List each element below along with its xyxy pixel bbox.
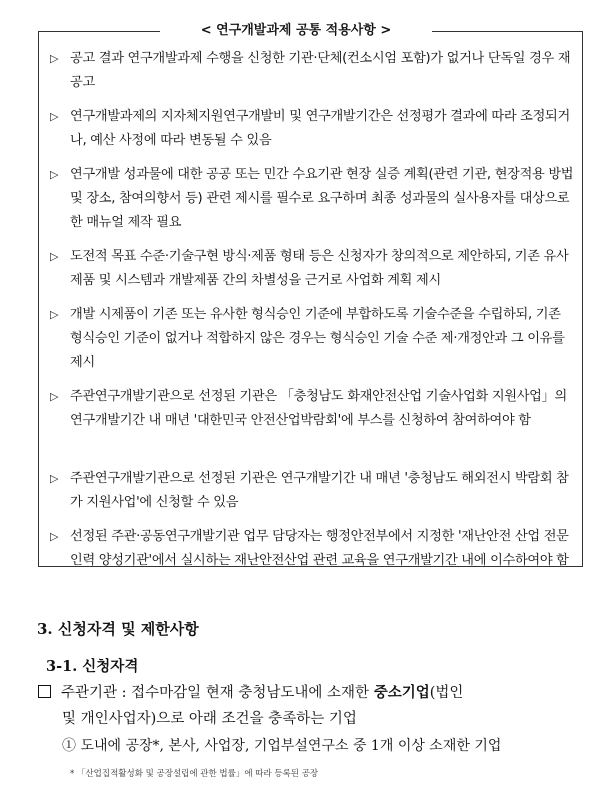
eligibility-strong: 중소기업 bbox=[373, 684, 430, 701]
list-item bbox=[50, 47, 575, 95]
eligibility-tail: (법인 bbox=[429, 685, 464, 701]
notice-list bbox=[50, 47, 575, 597]
eligibility-line-2: 및 개인사업자)으로 아래 조건을 충족하는 기업 bbox=[62, 711, 357, 727]
list-item-text: 도전적 목표 수준·기술구현 방식·제품 형태 등은 신청자가 창의적으로 제안하되, 기존 유사 제품 및 시스템과 개발제품 간의 차별성을 근거로 사업화 계획 제시 bbox=[70, 249, 569, 288]
list-item bbox=[50, 105, 575, 153]
subsection-title: 3-1. 신청자격 bbox=[46, 658, 139, 675]
triangle-bullet-icon: ▷ bbox=[50, 52, 59, 65]
list-item bbox=[50, 525, 575, 597]
triangle-bullet-icon: ▷ bbox=[50, 168, 59, 181]
section-title: 3. 신청자격 및 제한사항 bbox=[37, 620, 199, 638]
list-item-text: 개발 시제품이 기존 또는 유사한 형식승인 기준에 부합하도록 기술수준을 수립하되, 기존 형식승인 기준이 없거나 적합하지 않은 경우는 형식승인 기술 수준 제·개정안과 그 이유를 제시 bbox=[70, 307, 565, 370]
list-item bbox=[50, 385, 575, 457]
eligibility-paragraph bbox=[38, 680, 583, 732]
list-item-text: 선정된 주관·공동연구개발기관 업무 담당자는 행정안전부에서 지정한 '재난안전 산업 전문인력 양성기관'에서 실시하는 재난안전산업 관련 교육을 연구개발기간 내에 이수하여야 함 bbox=[70, 529, 569, 568]
list-item-text: 연구개발과제의 지자체지원연구개발비 및 연구개발기간은 선정평가 결과에 따라 조정되거나, 예산 사정에 따라 변동될 수 있음 bbox=[70, 109, 570, 148]
triangle-bullet-icon: ▷ bbox=[50, 530, 59, 543]
footnote: * 「산업집적활성화 및 공장설립에 관한 법률」에 따라 등록된 공장 bbox=[70, 769, 319, 779]
list-item bbox=[50, 245, 575, 293]
list-item-text: 공고 결과 연구개발과제 수행을 신청한 기관·단체(컨소시엄 포함)가 없거나 단독일 경우 재공고 bbox=[70, 51, 571, 90]
checkbox-square-icon bbox=[38, 685, 51, 698]
eligibility-sub-item: ① 도내에 공장*, 본사, 사업장, 기업부설연구소 중 1개 이상 소재한 기업 bbox=[62, 738, 502, 754]
triangle-bullet-icon: ▷ bbox=[50, 472, 59, 485]
list-item-text: 주관연구개발기관으로 선정된 기관은 「충청남도 화재안전산업 기술사업화 지원사업」의 연구개발기간 내 매년 '대한민국 안전산업박람회'에 부스를 신청하여 참여하여야 함 bbox=[70, 389, 567, 428]
triangle-bullet-icon: ▷ bbox=[50, 250, 59, 263]
triangle-bullet-icon: ▷ bbox=[50, 308, 59, 321]
notice-box-title: < 연구개발과제 공통 적용사항 > bbox=[160, 21, 432, 41]
eligibility-lead: 주관기관 : 접수마감일 현재 충청남도내에 소재한 bbox=[61, 685, 374, 701]
list-item bbox=[50, 303, 575, 375]
eligibility-line-1 bbox=[38, 680, 583, 706]
triangle-bullet-icon: ▷ bbox=[50, 390, 59, 403]
list-item-text: 연구개발 성과물에 대한 공공 또는 민간 수요기관 현장 실증 계획(관련 기관, 현장적용 방법 및 장소, 참여의향서 등) 관련 제시를 필수로 요구하며 최종 성과물의 실사용자를 대상으로 한 매뉴얼 제작 필요 bbox=[70, 167, 574, 230]
list-item-text: 주관연구개발기관으로 선정된 기관은 연구개발기간 내 매년 '충청남도 해외전시 박람회 참가 지원사업'에 신청할 수 있음 bbox=[70, 471, 569, 510]
list-item bbox=[50, 467, 575, 515]
list-item bbox=[50, 163, 575, 235]
triangle-bullet-icon: ▷ bbox=[50, 110, 59, 123]
